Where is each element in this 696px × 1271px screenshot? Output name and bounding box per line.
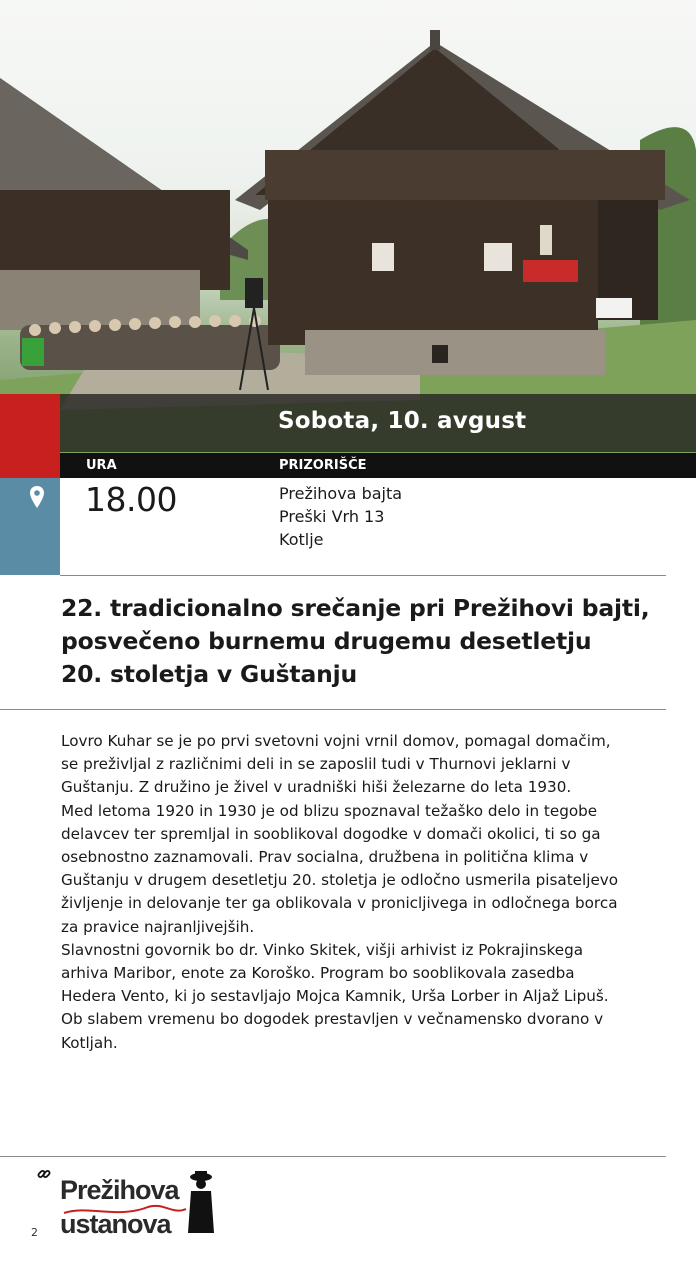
title-line: 20. stoletja v Guštanju [61,660,358,688]
body-line: Hedera Vento, ki jo sestavljajo Mojca Kamnik, Urša Lorber in Aljaž Lipuš. [61,987,609,1006]
body-line: Slavnostni govornik bo dr. Vinko Skitek, višji arhivist iz Pokrajinskega [61,940,584,959]
logo-word-top: Prežihova [60,1175,179,1205]
body-line: za pravice najranljivejših. [61,917,255,936]
body-line: Lovro Kuhar se je po prvi svetovni vojni vrnil domov, pomagal domačim, [61,732,611,750]
event-title [61,592,661,691]
body-line: Guštanju. Z družino je živel v uradniški hiši železarne do leta 1930. [61,778,572,797]
body-line: Guštanju v drugem desetletju 20. stoletja je odločno usmerila pisateljevo [61,871,619,890]
info-header-bar [60,453,696,478]
title-line: 22. tradicionalno srečanje pri Prežihovi bajti, [61,594,650,622]
event-time: 18.00 [85,480,177,519]
divider [0,709,666,710]
venue-line: Prežihova bajta [279,484,403,503]
location-pin-icon [29,485,45,513]
divider [0,1156,666,1157]
event-description [61,730,661,1055]
body-line: delavcev ter spremljal in sooblikoval dogodke v domači okolici, ti so ga [61,824,601,843]
venue-address [279,482,402,551]
body-line: Med letoma 1920 in 1930 je od blizu spoznaval težaško delo in tegobe [61,801,598,820]
body-line: osebnostno zaznamovali. Prav socialna, družbena in politična klima v [61,848,589,867]
logo-word-bottom: ustanova [60,1209,171,1239]
body-line: arhiva Maribor, enote za Koroško. Program bo sooblikovala zasedba [61,964,575,983]
venue-label: PRIZORIŠČE [279,458,367,473]
venue-line: Kotlje [279,530,324,549]
divider [60,575,666,576]
event-date: Sobota, 10. avgust [278,408,527,434]
body-line: se preživljal z različnimi deli in se zaposlil tudi v Thurnovi jeklarni v [61,755,571,774]
body-line: življenje in delovanje ter ga oblikovala v proniclјivega in odločnega borca [61,894,618,913]
time-label: URA [86,458,117,473]
link-icon[interactable] [37,1166,51,1185]
body-line: Kotljah. [61,1033,118,1052]
prezihova-ustanova-logo [58,1167,218,1239]
title-line: posvečeno burnemu drugemu desetletju [61,627,592,655]
red-accent-block [0,394,60,478]
event-photo [0,0,696,453]
venue-line: Preški Vrh 13 [279,507,385,526]
page-number: 2 [31,1226,38,1239]
body-line: Ob slabem vremenu bo dogodek prestavljen v večnamensko dvorano v [61,1010,604,1029]
